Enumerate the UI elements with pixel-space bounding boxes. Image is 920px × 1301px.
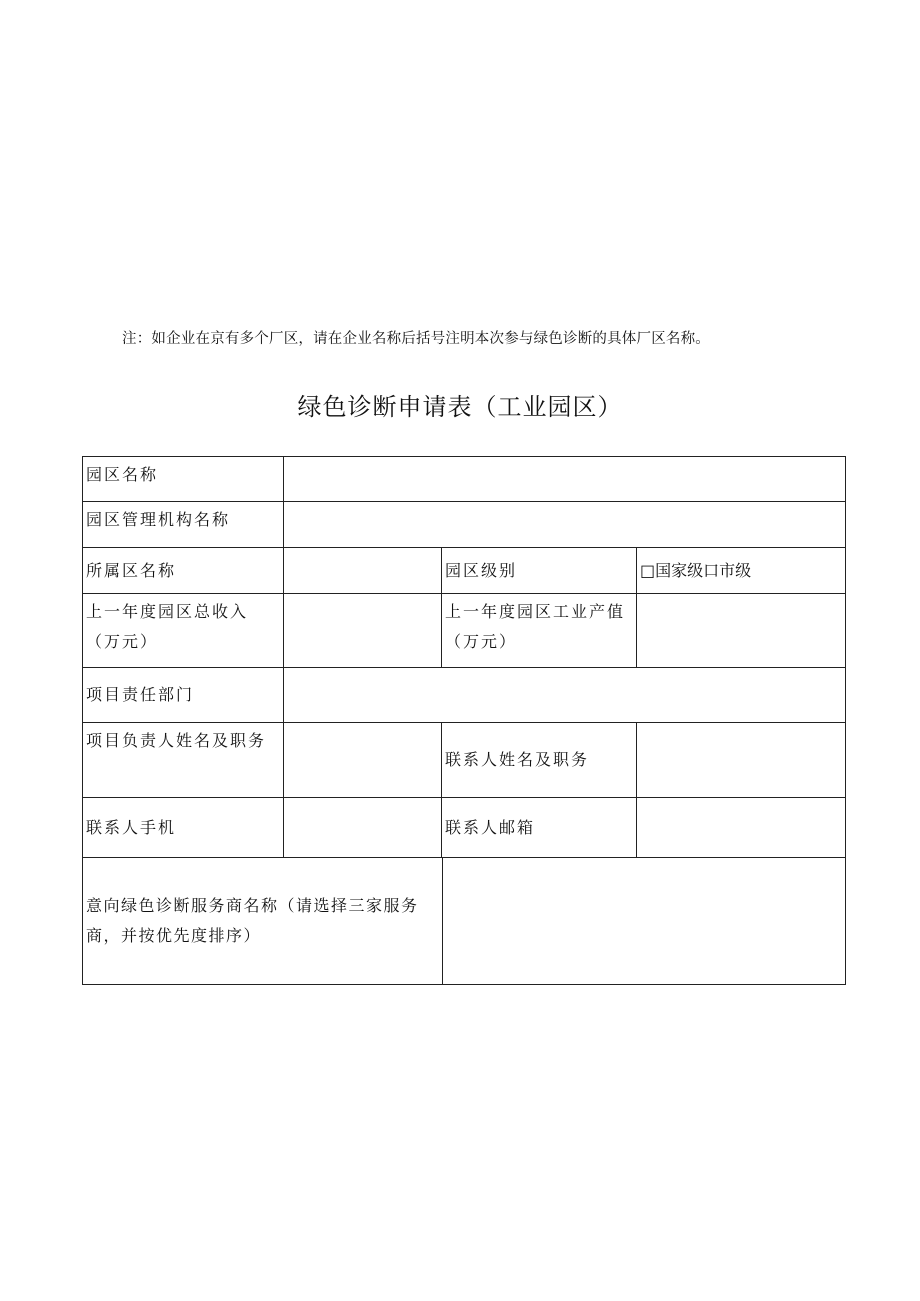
contact-email-field[interactable]	[636, 797, 846, 858]
park-name-field[interactable]	[283, 456, 846, 502]
contact-phone-field[interactable]	[283, 797, 442, 858]
form-note: 注：如企业在京有多个厂区，请在企业名称后括号注明本次参与绿色诊断的具体厂区名称。	[122, 331, 710, 347]
park-name-label: 园区名称	[82, 456, 284, 502]
contact-phone-label: 联系人手机	[82, 797, 284, 858]
form-title: 绿色诊断申请表（工业园区）	[297, 393, 623, 421]
responsible-dept-label: 项目责任部门	[82, 667, 284, 723]
contact-name-field[interactable]	[636, 722, 846, 798]
responsible-dept-field[interactable]	[283, 667, 846, 723]
annual-revenue-field[interactable]	[283, 593, 442, 668]
service-provider-field[interactable]	[442, 857, 846, 985]
district-name-label: 所属区名称	[82, 547, 284, 594]
park-level-label: 园区级别	[441, 547, 637, 594]
contact-name-label: 联系人姓名及职务	[441, 722, 637, 798]
project-lead-label: 项目负责人姓名及职务	[82, 722, 284, 798]
park-management-label: 园区管理机构名称	[82, 501, 284, 548]
annual-output-field[interactable]	[636, 593, 846, 668]
service-provider-label: 意向绿色诊断服务商名称（请选择三家服务 商，并按优先度排序）	[82, 857, 443, 985]
annual-output-label: 上一年度园区工业产值 （万元）	[441, 593, 637, 668]
district-name-field[interactable]	[283, 547, 442, 594]
contact-email-label: 联系人邮箱	[441, 797, 637, 858]
project-lead-field[interactable]	[283, 722, 442, 798]
park-level-options[interactable]: □国家级口市级	[636, 547, 846, 594]
annual-revenue-label: 上一年度园区总收入 （万元）	[82, 593, 284, 668]
park-management-field[interactable]	[283, 501, 846, 548]
